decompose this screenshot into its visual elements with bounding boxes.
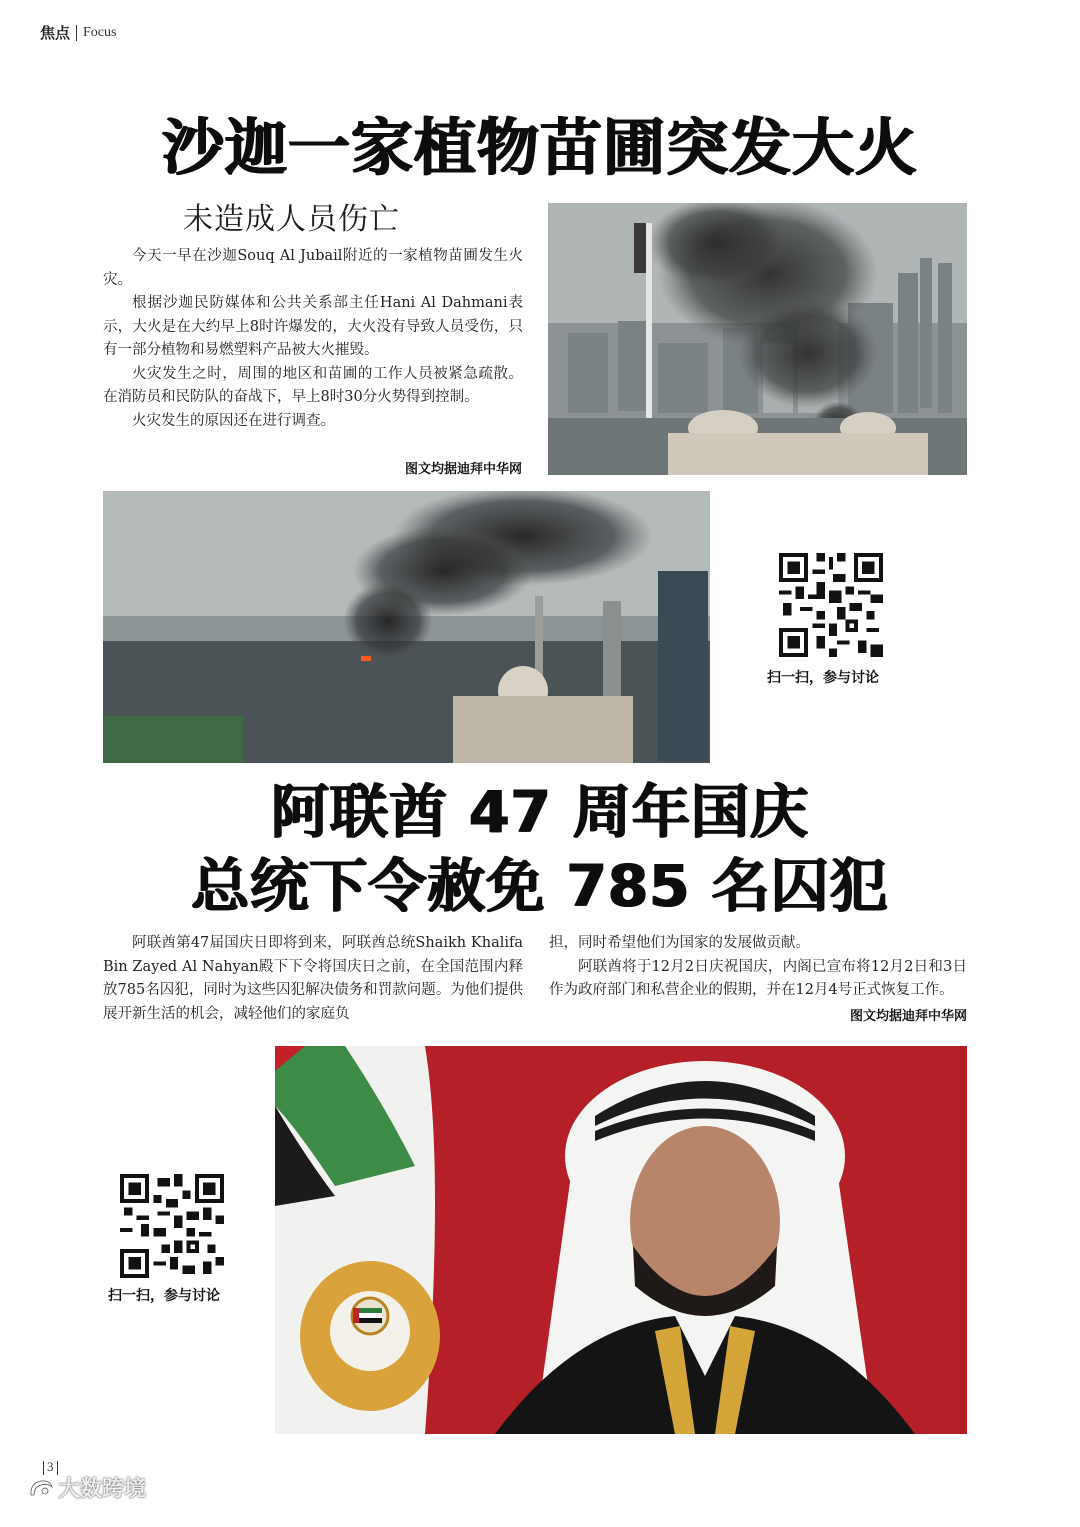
article2-paragraph: 阿联酋第47届国庆日即将到来，阿联酋总统Shaikh Khalifa Bin Zayed Al Nahyan殿下下令将国庆日之前，在全国范围内释放785名囚犯，同时为这些囚犯解决债务和罚款问题。为他们提供展开新生活的机会，减轻他们的家庭负 [103,935,523,1022]
article1-credit: 图文均据迪拜中华网 [404,462,522,477]
fire-photo-skyline [548,203,967,475]
article2-paragraph: 阿联酋将于12月2日庆祝国庆，内阁已宣布将12月2日和3日作为政府部门和私营企业的假期，并在12月4号正式恢复工作。 [549,958,967,998]
article2-body-right [549,932,967,1003]
article1-subheadline: 未造成人员伤亡 [183,202,400,237]
article1-paragraph: 今天一早在沙迦Souq Al Jubail附近的一家植物苗圃发生火灾。 [103,248,523,288]
fire-photo-wide-illustration [103,491,710,763]
article1-body [103,245,523,433]
article1-paragraph: 根据沙迦民防媒体和公共关系部主任Hani Al Dahmani表示，大火是在大约早上8时许爆发的，大火没有导致人员受伤，只有一部分植物和易燃塑料产品被大火摧毁。 [103,295,523,358]
qr-code-icon[interactable] [120,1174,224,1278]
article2-body-left [103,932,523,1026]
article1-headline: 沙迦一家植物苗圃突发大火 [161,111,918,184]
brand-logo-icon [28,1477,54,1499]
article2-headline-line2: 总统下令赦免 785 名囚犯 [191,852,889,920]
section-header [40,22,116,43]
qr-code-pattern [120,1174,224,1278]
section-title-en: Focus [83,24,117,40]
article1-paragraph: 火灾发生的原因还在进行调查。 [132,412,335,429]
qr-caption: 扫一扫，参与讨论 [767,670,879,686]
article2-headline-line1: 阿联酋 47 周年国庆 [270,778,810,846]
qr-caption: 扫一扫，参与讨论 [108,1288,220,1304]
watermark-text: 大数跨境 [58,1477,147,1502]
fire-photo-skyline-illustration [548,203,967,475]
qr-code-icon[interactable] [779,553,883,657]
page-number-value: 3 [47,1459,54,1474]
president-portrait-photo [275,1046,967,1434]
watermark [28,1472,146,1503]
qr-code-pattern [779,553,883,657]
president-portrait-illustration [275,1046,967,1434]
emblem-icon [300,1261,440,1411]
article2-credit: 图文均据迪拜中华网 [849,1009,967,1024]
header-divider [76,25,77,41]
article2-paragraph-continued: 担，同时希望他们为国家的发展做贡献。 [549,935,810,951]
section-title-cn: 焦点 [40,24,71,42]
article1-paragraph: 火灾发生之时，周围的地区和苗圃的工作人员被紧急疏散。在消防员和民防队的奋战下，早上8时30分火势得到控制。 [103,365,523,405]
fire-photo-wide [103,491,710,763]
